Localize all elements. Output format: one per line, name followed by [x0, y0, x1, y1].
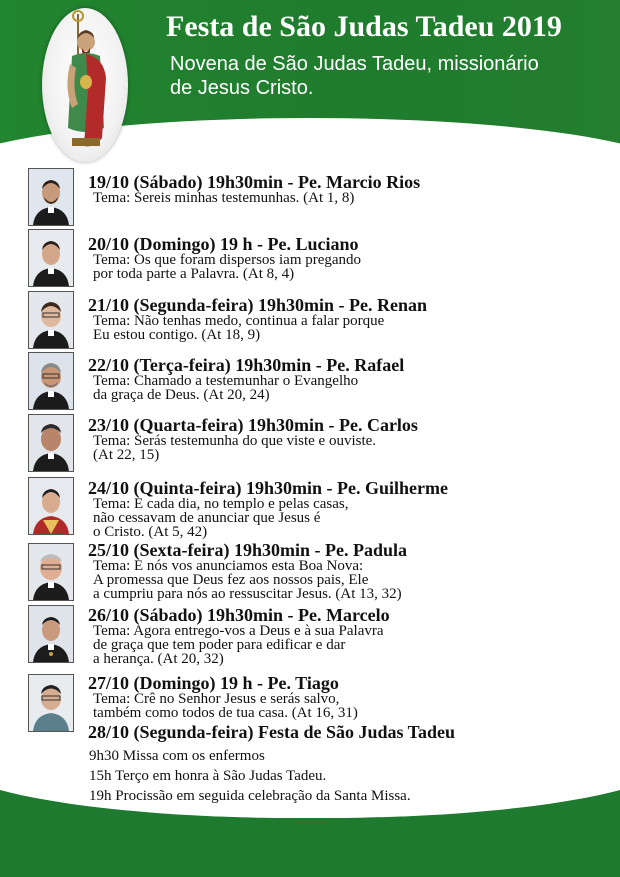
theme-line: Eu estou contigo. (At 18, 9): [93, 327, 261, 343]
priest-photo: [28, 543, 74, 601]
priest-photo: [28, 229, 74, 287]
theme-line: também como todos de tua casa. (At 16, 31): [93, 705, 358, 721]
subtitle-line-1: Novena de São Judas Tadeu, missionário: [170, 53, 539, 75]
entry-heading: 21/10 (Segunda-feira) 19h30min - Pe. Renan: [88, 295, 427, 315]
theme-line: Tema: Chamado a testemunhar o Evangelho: [93, 373, 359, 389]
footer-background: [0, 820, 620, 877]
priest-portrait-icon: [29, 606, 73, 662]
saint-jude-image: [42, 8, 128, 162]
feast-heading: 28/10 (Segunda-feira) Festa de São Judas Tadeu: [88, 722, 456, 742]
feast-item: 19h Procissão em seguida celebração da Santa Missa.: [89, 788, 411, 804]
theme-line: Tema: Serás testemunha do que viste e ouviste.: [93, 433, 377, 449]
priest-photo: [28, 674, 74, 732]
theme-line: a cumpriu para nós ao ressuscitar Jesus. (At 13, 32): [93, 586, 402, 602]
feast-item: 9h30 Missa com os enfermos: [89, 748, 265, 764]
theme-line: por toda parte a Palavra. (At 8, 4): [93, 266, 295, 282]
priest-portrait-icon: [29, 169, 73, 225]
priest-photo: [28, 477, 74, 535]
theme-line: Tema: E cada dia, no templo e pelas casas,: [93, 496, 349, 512]
entry-theme: [93, 434, 376, 462]
entry-heading: 22/10 (Terça-feira) 19h30min - Pe. Rafael: [88, 355, 405, 375]
priest-portrait-icon: [29, 478, 73, 534]
priest-photo: [28, 291, 74, 349]
theme-line: a herança. (At 20, 32): [93, 651, 224, 667]
theme-line: (At 22, 15): [93, 447, 160, 463]
entry-theme: [93, 191, 354, 205]
entry-theme: [93, 497, 349, 539]
theme-line: de graça que tem poder para edificar e dar: [93, 637, 346, 653]
theme-line: A promessa que Deus fez aos nossos pais, Ele: [93, 572, 369, 588]
priest-portrait-icon: [29, 415, 73, 471]
feast-schedule: [89, 746, 411, 806]
priest-photo: [28, 168, 74, 226]
entry-theme: [93, 314, 384, 342]
subtitle-line-2: de Jesus Cristo.: [170, 77, 314, 99]
saint-figure-icon: [42, 8, 128, 162]
entry-heading: 20/10 (Domingo) 19 h - Pe. Luciano: [88, 234, 359, 254]
entry-theme: [93, 559, 402, 601]
entry-heading: 24/10 (Quinta-feira) 19h30min - Pe. Guilherme: [88, 478, 448, 498]
entry-heading: 27/10 (Domingo) 19 h - Pe. Tiago: [88, 673, 339, 693]
theme-line: Tema: Crê no Senhor Jesus e serás salvo,: [93, 691, 340, 707]
entry-theme: [93, 692, 358, 720]
theme-line: Tema: Sereis minhas testemunhas. (At 1, 8): [93, 190, 355, 206]
priest-portrait-icon: [29, 544, 73, 600]
entry-heading: 26/10 (Sábado) 19h30min - Pe. Marcelo: [88, 605, 390, 625]
theme-line: Tema: Agora entrego-vos a Deus e à sua Palavra: [93, 623, 384, 639]
feast-item: 15h Terço em honra à São Judas Tadeu.: [89, 768, 327, 784]
entry-heading: 25/10 (Sexta-feira) 19h30min - Pe. Padula: [88, 540, 407, 560]
theme-line: o Cristo. (At 5, 42): [93, 524, 208, 540]
priest-portrait-icon: [29, 230, 73, 286]
entry-theme: [93, 624, 384, 666]
priest-photo: [28, 352, 74, 410]
entry-heading: 19/10 (Sábado) 19h30min - Pe. Marcio Rios: [88, 172, 421, 192]
priest-portrait-icon: [29, 292, 73, 348]
theme-line: não cessavam de anunciar que Jesus é: [93, 510, 321, 526]
page-title: Festa de São Judas Tadeu 2019: [166, 10, 562, 43]
entry-heading: 23/10 (Quarta-feira) 19h30min - Pe. Carlos: [88, 415, 418, 435]
page-subtitle: [170, 52, 610, 100]
entry-theme: [93, 374, 358, 402]
priest-portrait-icon: [29, 675, 73, 731]
priest-photo: [28, 605, 74, 663]
theme-line: Tema: Não tenhas medo, continua a falar porque: [93, 313, 385, 329]
priest-photo: [28, 414, 74, 472]
theme-line: Tema: Os que foram dispersos iam pregando: [93, 252, 362, 268]
entry-theme: [93, 253, 361, 281]
theme-line: da graça de Deus. (At 20, 24): [93, 387, 270, 403]
priest-portrait-icon: [29, 353, 73, 409]
theme-line: Tema: E nós vos anunciamos esta Boa Nova:: [93, 558, 364, 574]
